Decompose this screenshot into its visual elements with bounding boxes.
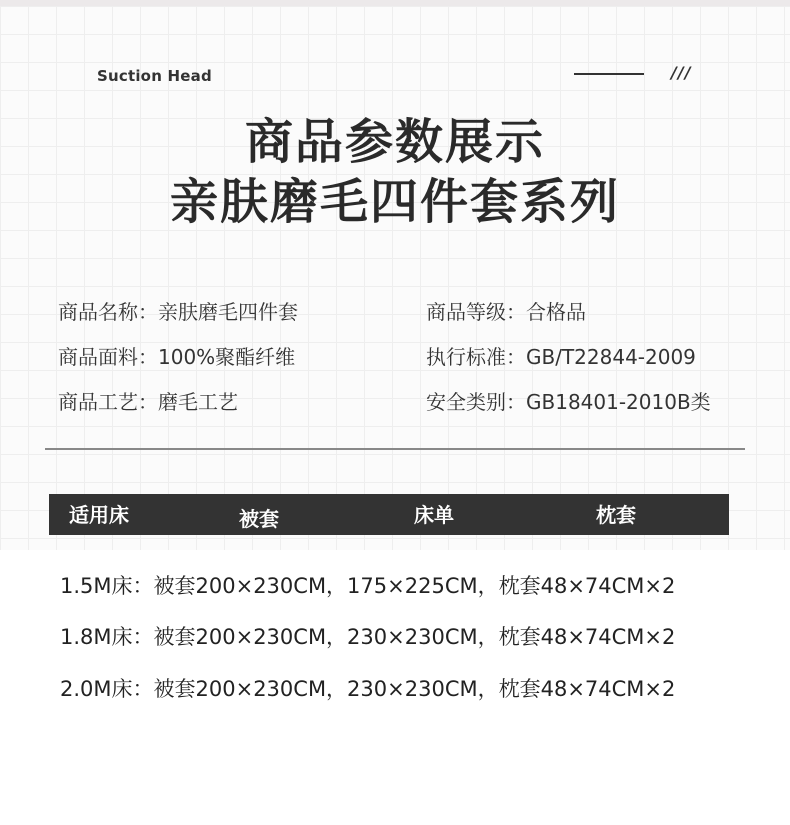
decorative-slashes: ///: [671, 63, 692, 82]
brand-label: Suction Head: [97, 67, 212, 85]
header-sheet: 床单: [414, 503, 454, 527]
header-duvet: 被套: [239, 507, 279, 531]
spec-safety: 安全类别：GB18401-2010B类: [426, 390, 711, 414]
spec-craft: 商品工艺：磨毛工艺: [58, 390, 238, 414]
header-bed: 适用床: [69, 503, 129, 527]
grid-background: [0, 6, 790, 550]
spec-product-name: 商品名称：亲肤磨毛四件套: [58, 300, 298, 324]
size-row-1-8m: 1.8M床：被套200×230CM，230×230CM，枕套48×74CM×2: [60, 625, 676, 649]
table-header: [49, 494, 729, 535]
spec-grade: 商品等级：合格品: [426, 300, 586, 324]
size-row-2-0m: 2.0M床：被套200×230CM，230×230CM，枕套48×74CM×2: [60, 677, 676, 701]
page-subtitle: 亲肤磨毛四件套系列: [169, 174, 620, 230]
spec-standard: 执行标准：GB/T22844-2009: [426, 345, 696, 369]
header-pillow: 枕套: [596, 503, 636, 527]
spec-material: 商品面料：100%聚酯纤维: [58, 345, 296, 369]
size-row-1-5m: 1.5M床：被套200×230CM，175×225CM，枕套48×74CM×2: [60, 574, 676, 598]
decorative-line: [574, 73, 644, 75]
page-title: 商品参数展示: [244, 114, 545, 170]
section-divider: [45, 448, 745, 450]
